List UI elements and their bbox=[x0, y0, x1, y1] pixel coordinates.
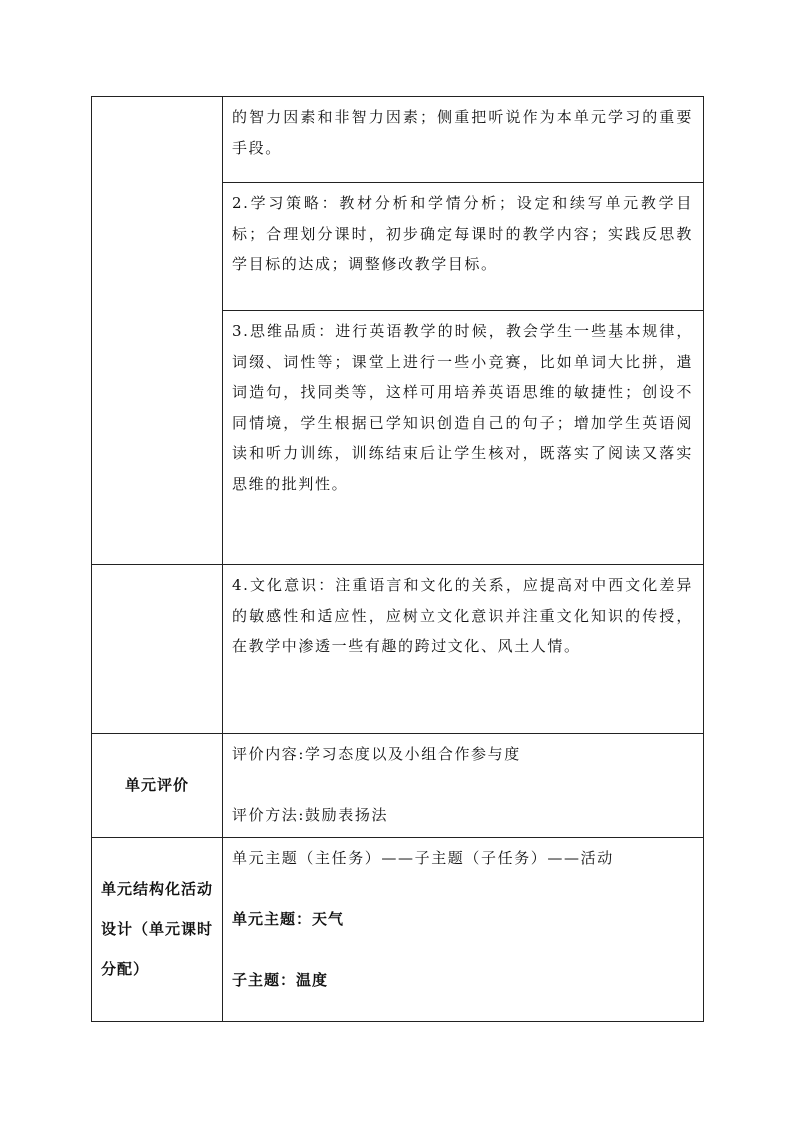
content-cell bbox=[223, 565, 704, 734]
label-cell-empty bbox=[92, 565, 223, 734]
label-cell-empty bbox=[92, 97, 223, 565]
content-cell bbox=[223, 311, 704, 565]
unit-plan-table bbox=[91, 96, 704, 1022]
unit-structure-label: 单元结构化活动设计（单元课时分配） bbox=[101, 880, 214, 978]
paragraph-learning-strategy: 2.学习策略：教材分析和学情分析；设定和续写单元教学目标；合理划分课时，初步确定每课时的教学内容；实践反思教学目标的达成；调整修改教学目标。 bbox=[232, 194, 693, 273]
table-row bbox=[92, 97, 704, 183]
table-row bbox=[92, 565, 704, 734]
label-cell bbox=[92, 734, 223, 838]
label-cell bbox=[92, 837, 223, 1021]
table-row bbox=[92, 837, 704, 1021]
content-cell bbox=[223, 837, 704, 1021]
table-row bbox=[92, 734, 704, 838]
paragraph-intellectual-factors: 的智力因素和非智力因素；侧重把听说作为本单元学习的重要手段。 bbox=[232, 108, 693, 157]
evaluation-method: 评价方法:鼓励表扬法 bbox=[232, 806, 389, 824]
unit-evaluation-label: 单元评价 bbox=[124, 776, 189, 795]
content-cell bbox=[223, 183, 704, 311]
content-cell bbox=[223, 97, 704, 183]
content-cell bbox=[223, 734, 704, 838]
paragraph-cultural-awareness: 4.文化意识：注重语言和文化的关系，应提高对中西文化差异的敏感性和适应性，应树立文化意识并注重文化知识的传授，在教学中渗透一些有趣的跨过文化、风土人情。 bbox=[232, 576, 693, 655]
unit-theme: 单元主题：天气 bbox=[232, 909, 345, 928]
sub-theme: 子主题：温度 bbox=[232, 970, 329, 989]
evaluation-content: 评价内容:学习态度以及小组合作参与度 bbox=[232, 745, 521, 763]
paragraph-thinking-quality: 3.思维品质：进行英语教学的时候，教会学生一些基本规律，词缀、词性等；课堂上进行一些小竞赛，比如单词大比拼，遣词造句，找同类等，这样可用培养英语思维的敏捷性；创设不同情境，学生根据已学知识创造自己的句子；增加学生英语阅读和听力训练，训练结束后让学生核对，既落实了阅读又落实思维的批判性。 bbox=[232, 322, 693, 493]
structure-line: 单元主题（主任务）——子主题（子任务）——活动 bbox=[232, 848, 614, 867]
